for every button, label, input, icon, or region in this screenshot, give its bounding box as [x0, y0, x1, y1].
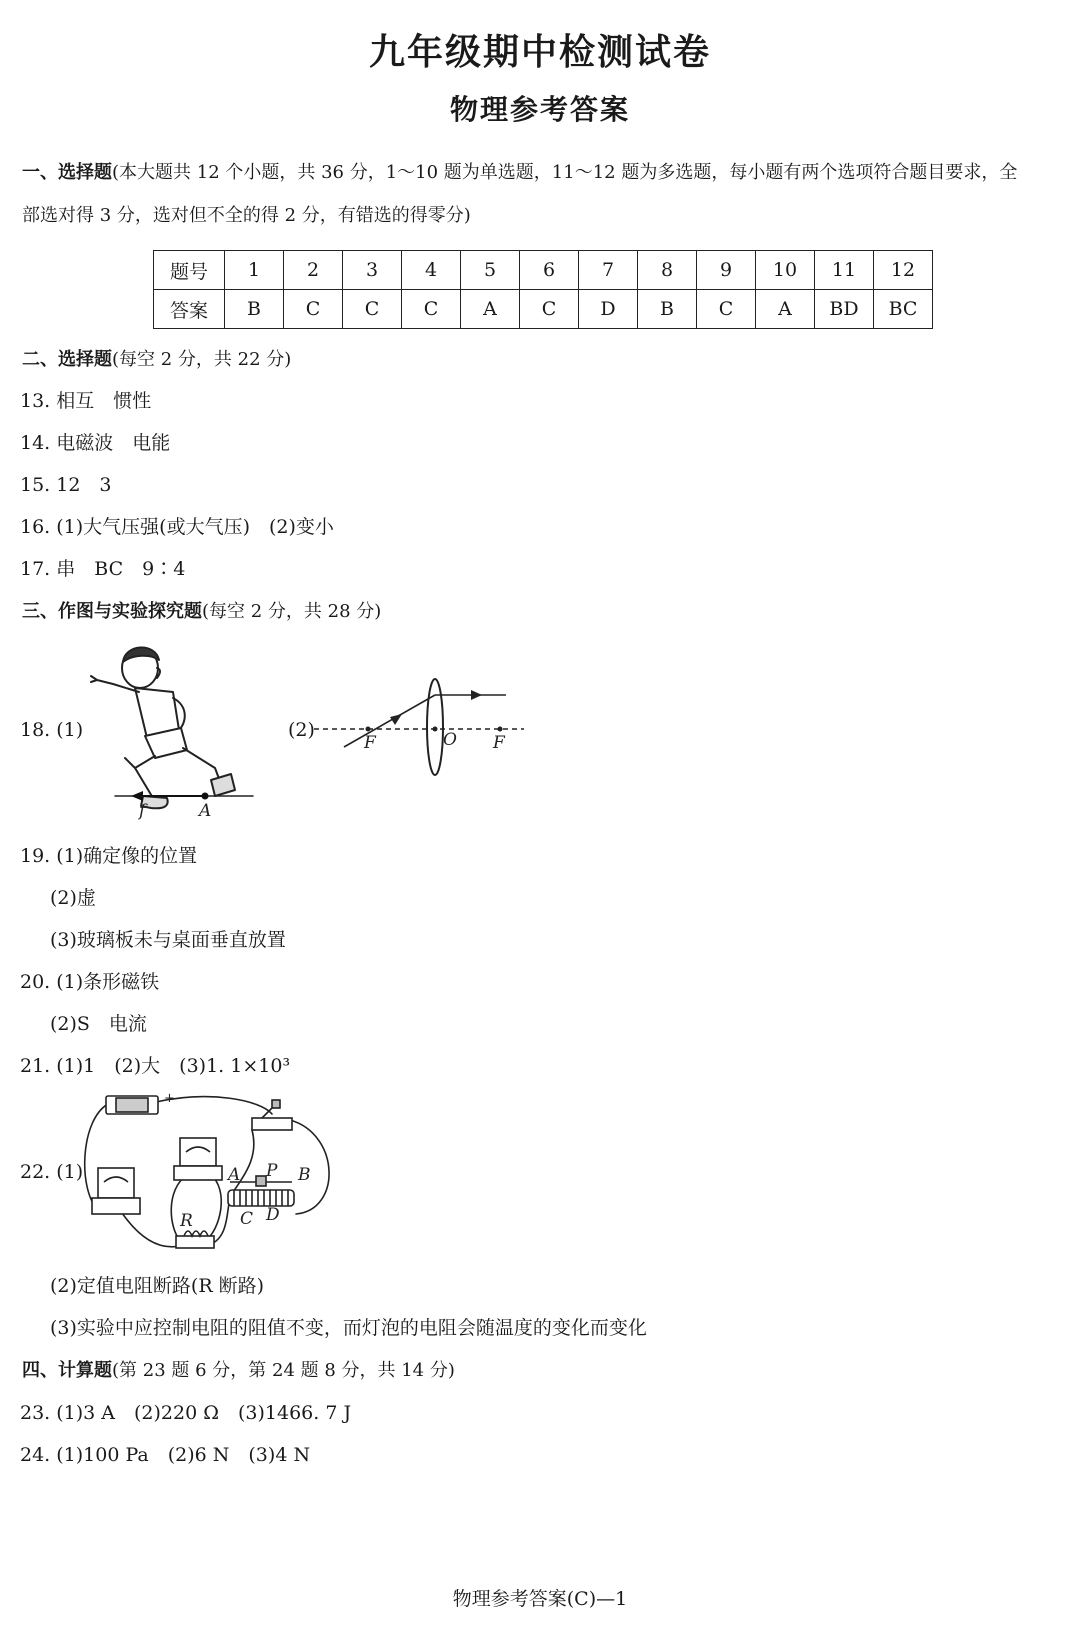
table-cell: B: [225, 290, 284, 329]
table-cell: A: [756, 290, 815, 329]
table-cell: 1: [225, 251, 284, 290]
section3-header: [22, 597, 381, 623]
table-cell: D: [579, 290, 638, 329]
section1-note-line2: 部选对得 3 分，选对但不全的得 2 分，有错选的得零分): [22, 205, 471, 226]
label-battery-plus: +: [164, 1091, 175, 1106]
battery: [106, 1096, 158, 1114]
label-optical-center: O: [443, 730, 457, 750]
list-item: (2)S 电流: [50, 1013, 147, 1035]
section2-header: [22, 345, 291, 371]
table-cell: C: [343, 290, 402, 329]
table-cell: C: [520, 290, 579, 329]
label-f: f: [139, 801, 146, 821]
table-cell: BD: [815, 290, 874, 329]
table-cell: A: [461, 290, 520, 329]
section1-note-line1: (本大题共 12 个小题，共 36 分，1～10 题为单选题，11～12 题为多选题，每小题有两个选项符合题目要求，全: [112, 162, 1018, 183]
q18-label-2: (2): [288, 719, 315, 741]
table-cell: 6: [520, 251, 579, 290]
label-resistor-r: R: [180, 1211, 193, 1231]
table-row: [154, 290, 933, 329]
table-cell: 8: [638, 251, 697, 290]
fixed-resistor: [176, 1231, 214, 1248]
list-item: 19. (1)确定像的位置: [20, 845, 198, 867]
table-cell: C: [402, 290, 461, 329]
q18-label-1: 18. (1): [20, 719, 84, 741]
page-subtitle: 物理参考答案: [449, 93, 630, 126]
table-cell: C: [697, 290, 756, 329]
section2-heading: 二、选择题: [22, 349, 112, 370]
focus-left-dot: [366, 727, 371, 732]
list-item: 13. 相互 惯性: [20, 390, 152, 412]
focus-right-dot: [498, 727, 503, 732]
section2-note: (每空 2 分，共 22 分): [112, 349, 292, 370]
ammeter: [92, 1168, 140, 1214]
table-cell: BC: [874, 290, 933, 329]
runner-front-shoe: [211, 774, 235, 796]
table-cell: 11: [815, 251, 874, 290]
table-cell: 12: [874, 251, 933, 290]
label-a: A: [199, 801, 212, 821]
section3-note: (每空 2 分，共 28 分): [202, 601, 382, 622]
q22-label: 22. (1): [20, 1161, 84, 1183]
lens-diagram: [310, 675, 530, 780]
list-item: (2)虚: [50, 887, 96, 909]
label-rheostat-b: B: [298, 1165, 311, 1185]
friction-arrow-head: [131, 791, 143, 801]
list-item: (3)实验中应控制电阻的阻值不变，而灯泡的电阻会随温度的变化而变化: [50, 1317, 647, 1339]
label-rheostat-c: C: [240, 1209, 254, 1229]
label-focus-right: F: [493, 733, 505, 753]
label-focus-left: F: [364, 733, 376, 753]
refracted-ray-arrow: [471, 690, 482, 700]
table-cell: B: [638, 290, 697, 329]
runner-figure: [85, 640, 255, 822]
incident-ray: [344, 695, 435, 747]
answer-table: [153, 250, 933, 329]
table-cell: 3: [343, 251, 402, 290]
page-footer: 物理参考答案(C)—1: [452, 1588, 628, 1610]
list-item: (3)玻璃板未与桌面垂直放置: [50, 929, 286, 951]
optical-center-dot: [433, 727, 438, 732]
table-cell: 2: [284, 251, 343, 290]
runner-back-leg: [125, 756, 155, 798]
list-item: 21. (1)1 (2)大 (3)1. 1×10³: [20, 1055, 291, 1077]
section1-header: [22, 158, 1017, 184]
list-item: 24. (1)100 Pa (2)6 N (3)4 N: [20, 1444, 311, 1466]
label-rheostat-d: D: [266, 1205, 280, 1225]
list-item: 15. 12 3: [20, 474, 112, 496]
table-cell: 7: [579, 251, 638, 290]
list-item: 20. (1)条形磁铁: [20, 971, 160, 993]
table-cell: 9: [697, 251, 756, 290]
label-rheostat-a: A: [228, 1165, 241, 1185]
point-a-dot: [202, 793, 209, 800]
wire-voltmeter-right: [206, 1174, 221, 1240]
voltmeter: [174, 1138, 222, 1180]
section4-heading: 四、计算题: [22, 1360, 112, 1381]
section1-heading: 一、选择题: [22, 162, 112, 183]
list-item: (2)定值电阻断路(R 断路): [50, 1275, 265, 1297]
table-cell: 10: [756, 251, 815, 290]
section4-header: [22, 1356, 455, 1382]
list-item: 17. 串 BC 9∶4: [20, 558, 186, 580]
circuit-diagram: [80, 1090, 345, 1260]
table-row-label: 答案: [154, 290, 225, 329]
list-item: 14. 电磁波 电能: [20, 432, 171, 454]
list-item: 23. (1)3 A (2)220 Ω (3)1466. 7 J: [20, 1402, 352, 1424]
table-cell: 4: [402, 251, 461, 290]
label-rheostat-p: P: [266, 1161, 278, 1181]
section4-note: (第 23 题 6 分，第 24 题 8 分，共 14 分): [112, 1360, 455, 1381]
section3-heading: 三、作图与实验探究题: [22, 601, 202, 622]
table-row-label: 题号: [154, 251, 225, 290]
table-row: [154, 251, 933, 290]
incident-ray-arrow: [390, 714, 402, 725]
page-title: 九年级期中检测试卷: [368, 31, 711, 73]
table-cell: C: [284, 290, 343, 329]
table-cell: 5: [461, 251, 520, 290]
list-item: 16. (1)大气压强(或大气压) (2)变小: [20, 516, 334, 538]
